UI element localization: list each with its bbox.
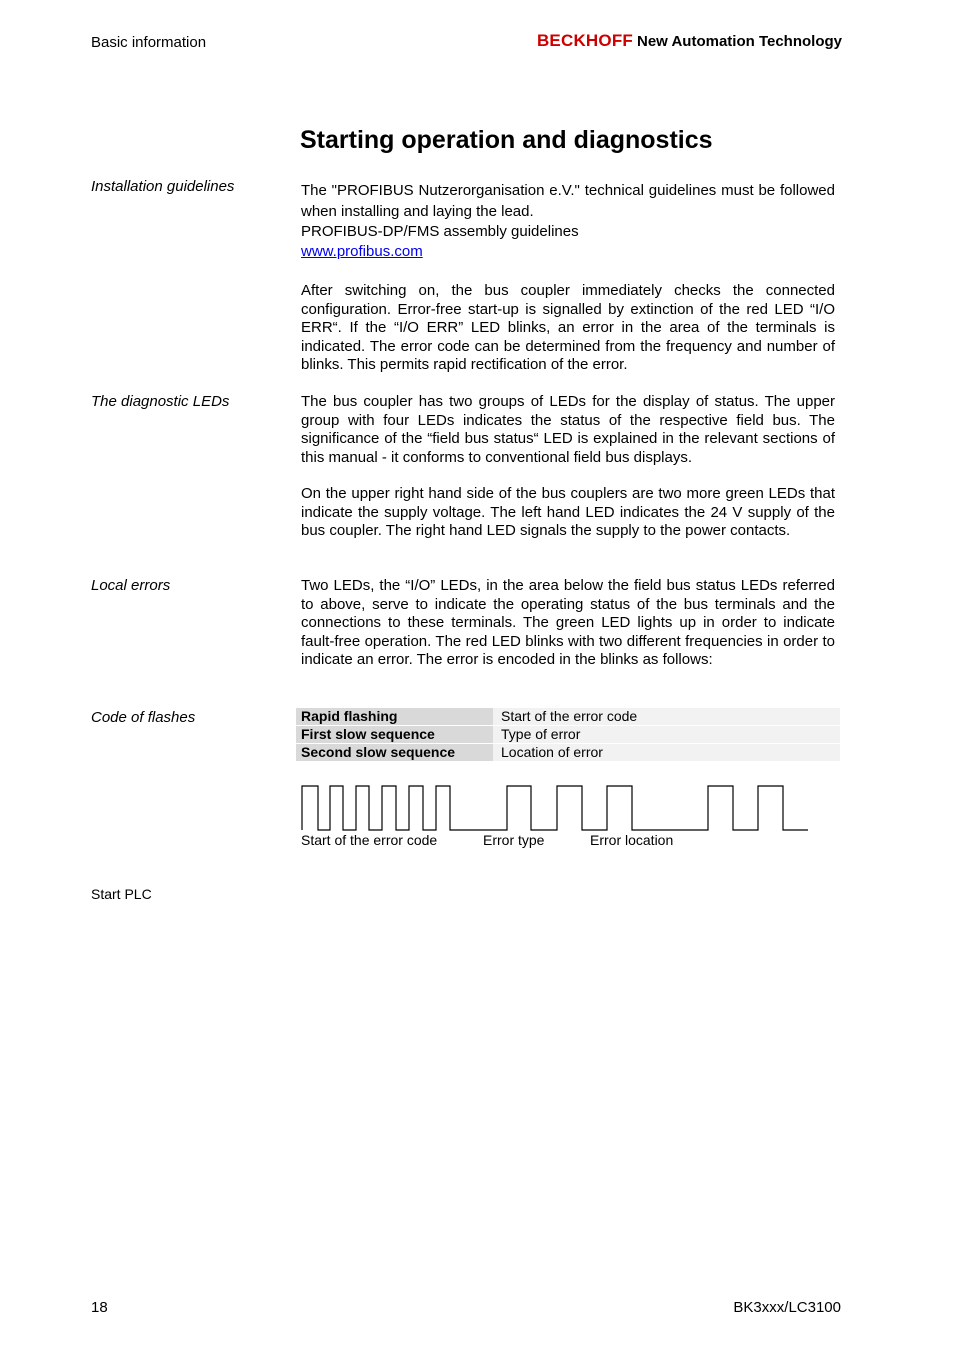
flash-value: Type of error (493, 726, 840, 743)
diagnostic-para-1: The bus coupler has two groups of LEDs for the display of status. The upper group with four LEDs indicates the status of the respective field bus. The significance of the “field bus status“ LED is explained in the relevant sections of this manual - it conforms to conventional field bus displays. (301, 393, 835, 466)
installation-para-2: After switching on, the bus coupler immediately checks the connected configuration. Error-free start-up is signalled by extinction of the red LED “I/O ERR“. If the “I/O ERR” LED blinks, an error in the area of the terminals is indicated. The error code can be determined from the frequency and number of blinks. This permits rapid rectification of the error. (301, 282, 835, 374)
diagnostic-para-2: On the upper right hand side of the bus couplers are two more green LEDs that indicate the supply voltage. The left hand LED indicates the 24 V supply of the bus coupler. The right hand LED signals the supply to the power contacts. (301, 485, 835, 540)
profibus-link[interactable]: www.profibus.com (301, 243, 423, 260)
installation-line-1: The "PROFIBUS Nutzerorganisation e.V." technical guidelines must be followed when installing and laying the lead. (301, 182, 835, 220)
flash-value: Start of the error code (493, 708, 840, 725)
start-plc-text: Start PLC (91, 886, 152, 902)
brand-tagline: New Automation Technology (637, 33, 842, 50)
diagram-label-type: Error type (483, 832, 545, 848)
installation-line-2: PROFIBUS-DP/FMS assembly guidelines (301, 223, 579, 240)
blink-signal-waveform (302, 786, 808, 830)
flash-key: First slow sequence (296, 726, 493, 743)
flash-key: Rapid flashing (296, 708, 493, 725)
local-errors-para: Two LEDs, the “I/O” LEDs, in the area below the field bus status LEDs referred to above, serve to indicate the operating status of the bus terminals and the connections to these terminals. The green LED lights up in order to indicate fault-free operation. The red LED blinks with two different frequencies in order to indicate an error. The error is encoded in the blinks as follows: (301, 577, 835, 669)
header-section: Basic information (91, 34, 207, 51)
flash-key: Second slow sequence (296, 744, 493, 761)
side-label-diagnostic: The diagnostic LEDs (91, 393, 230, 410)
page-title: Starting operation and diagnostics (300, 126, 713, 154)
document-id: BK3xxx/LC3100 (733, 1299, 841, 1316)
side-label-local: Local errors (91, 577, 171, 594)
diagram-label-location: Error location (590, 832, 674, 848)
diagram-label-start: Start of the error code (301, 832, 438, 848)
brand-logo: BECKHOFF (536, 31, 633, 50)
side-label-installation: Installation guidelines (91, 178, 235, 195)
page-number: 18 (91, 1299, 108, 1316)
side-label-codes: Code of flashes (91, 709, 196, 726)
flash-value: Location of error (493, 744, 840, 761)
